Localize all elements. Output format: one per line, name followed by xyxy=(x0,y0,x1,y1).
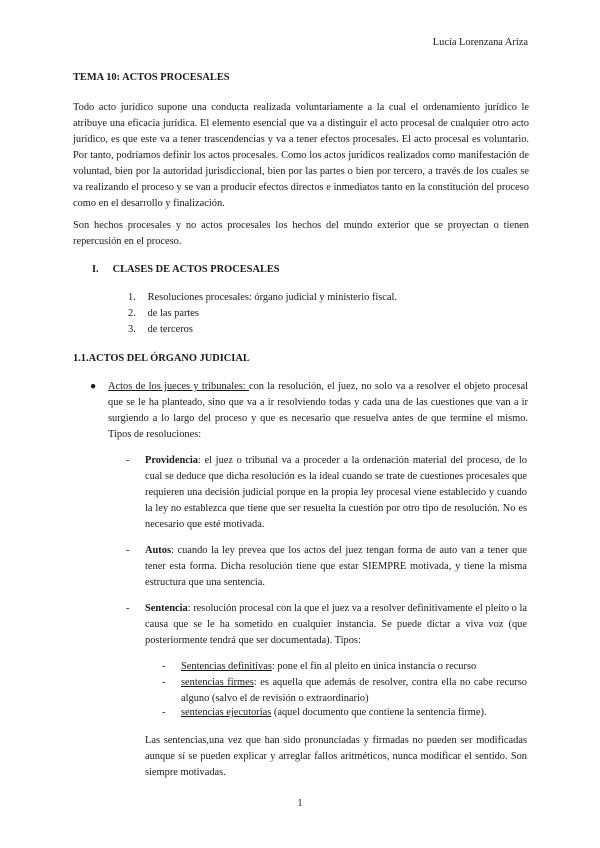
judges-acts-text: con la resolución, el juez, no solo va a resolver el objeto procesal que se le ha planteado, sino que va a ir resolviendo todas y cada una de las cuestiones que van a ir surgiendo a lo largo del proceso y que es necesario que resuelva antes de que termine el mismo. Tipos de resoluciones: xyxy=(108,381,529,440)
autos-text: : cuando la ley prevea que los actos del juez tengan forma de auto van a tener que tener esta forma. Dicha resolución tiene que estar SIEMPRE motivada, y tiene la misma estructura que una sentencia. xyxy=(145,545,527,588)
classes-list xyxy=(128,290,397,338)
tipo-sentencia-term: Sentencias definitivas xyxy=(181,661,272,672)
sentencia-paragraph xyxy=(145,601,527,649)
dash-marker: - xyxy=(162,707,166,718)
autos-term: Autos xyxy=(145,545,171,556)
list-item xyxy=(128,306,397,322)
sentencias-closing-paragraph: Las sentencias,una vez que han sido pronunciadas y firmadas no pueden ser modificadas aunque sí se pueden explicar y arreglar fallos aritméticos, nunca modificar el sentido. Son siempre motivadas. xyxy=(145,735,527,778)
sentencia-term: Sentencia xyxy=(145,603,188,614)
list-item-text: Resoluciones procesales: órgano judicial y ministerio fiscal. xyxy=(147,292,398,303)
judges-acts-lead: Actos de los jueces y tribunales: xyxy=(108,381,249,392)
intro-paragraph-1: Todo acto jurídico supone una conducta realizada voluntariamente a la cual el ordenamiento jurídico le atribuye una eficacia jurídica. El elemento esencial que va a distinguir el acto procesal de cualquier otro acto jurídico, es que este va a tener trascendencias y va a tener efectos procesales. El acto procesal es voluntario. Por tanto, podríamos definir los actos procesales. Como los actos jurídicos realizados como manifestación de voluntad, bien por la autoridad jurisdiccional, bien por las partes o bien por tercero, a través de los cuales se va realizando el proceso y se van a producir efectos directos e inmediatos tanto en la constitución del proceso como en el desarrollo y finalización. xyxy=(73,102,529,209)
tipo-sentencia-item xyxy=(181,705,527,721)
document-title: TEMA 10: ACTOS PROCESALES xyxy=(73,72,230,83)
tipo-sentencia-term: sentencias ejecutorias xyxy=(181,707,272,718)
dash-marker: - xyxy=(162,661,166,672)
tipo-sentencia-text: (aquel documento que contiene la sentencia firme). xyxy=(271,707,487,718)
dash-marker: - xyxy=(126,455,130,466)
tipo-sentencia-item xyxy=(181,659,527,675)
section-1-heading xyxy=(92,262,280,278)
list-item-text: de terceros xyxy=(147,324,193,335)
list-item-number: 2. xyxy=(128,308,136,319)
list-item-number: 3. xyxy=(128,324,136,335)
bullet-icon: ● xyxy=(90,381,97,392)
list-item-number: 1. xyxy=(128,292,136,303)
dash-marker: - xyxy=(126,545,130,556)
section-1-title: CLASES DE ACTOS PROCESALES xyxy=(112,264,280,275)
providencia-text: : el juez o tribunal va a proceder a la ordenación material del proceso, de lo cual se deduce que dicha resolución es la ideal cuando se trate de cuestiones procesales que requieren una decisión judicial porque en la propia ley procesal viene establecido y cuando la ley no establezca que tiene que ser resuelta la cuestión por otro tipo de resolución. No es necesario que esté motivada. xyxy=(145,455,527,530)
tipo-sentencia-item xyxy=(181,675,527,707)
judges-acts-paragraph xyxy=(108,379,528,443)
section-1-number: I. xyxy=(92,264,99,275)
author-name: Lucía Lorenzana Ariza xyxy=(432,37,528,48)
dash-marker: - xyxy=(162,677,166,688)
tipo-sentencia-text: : es aquella que además de resolver, contra ella no cabe recurso alguno (salvo el de revisión o extraordinario) xyxy=(181,677,527,704)
section-1-1-heading: 1.1.ACTOS DEL ÓRGANO JUDICIAL xyxy=(73,353,250,364)
tipo-sentencia-term: sentencias firmes xyxy=(181,677,254,688)
list-item-text: de las partes xyxy=(147,308,199,319)
page-number: 1 xyxy=(297,798,303,809)
providencia-paragraph xyxy=(145,453,527,533)
intro-paragraph-2: Son hechos procesales y no actos procesales los hechos del mundo exterior que se proyectan o tienen repercusión en el proceso. xyxy=(73,220,529,247)
tipo-sentencia-text: : pone el fin al pleito en única instancia o recurso xyxy=(271,661,477,672)
sentencia-text: : resolución procesal con la que el juez va a resolver definitivamente el pleito o la causa que se le ha sometido en cualquier instancia. Se puede dictar a viva voz (que posteriormente tendrá que ser documentada). Tipos: xyxy=(145,603,527,646)
providencia-term: Providencia xyxy=(145,455,198,466)
list-item xyxy=(128,290,397,306)
dash-marker: - xyxy=(126,603,130,614)
autos-paragraph xyxy=(145,543,527,591)
list-item xyxy=(128,322,397,338)
